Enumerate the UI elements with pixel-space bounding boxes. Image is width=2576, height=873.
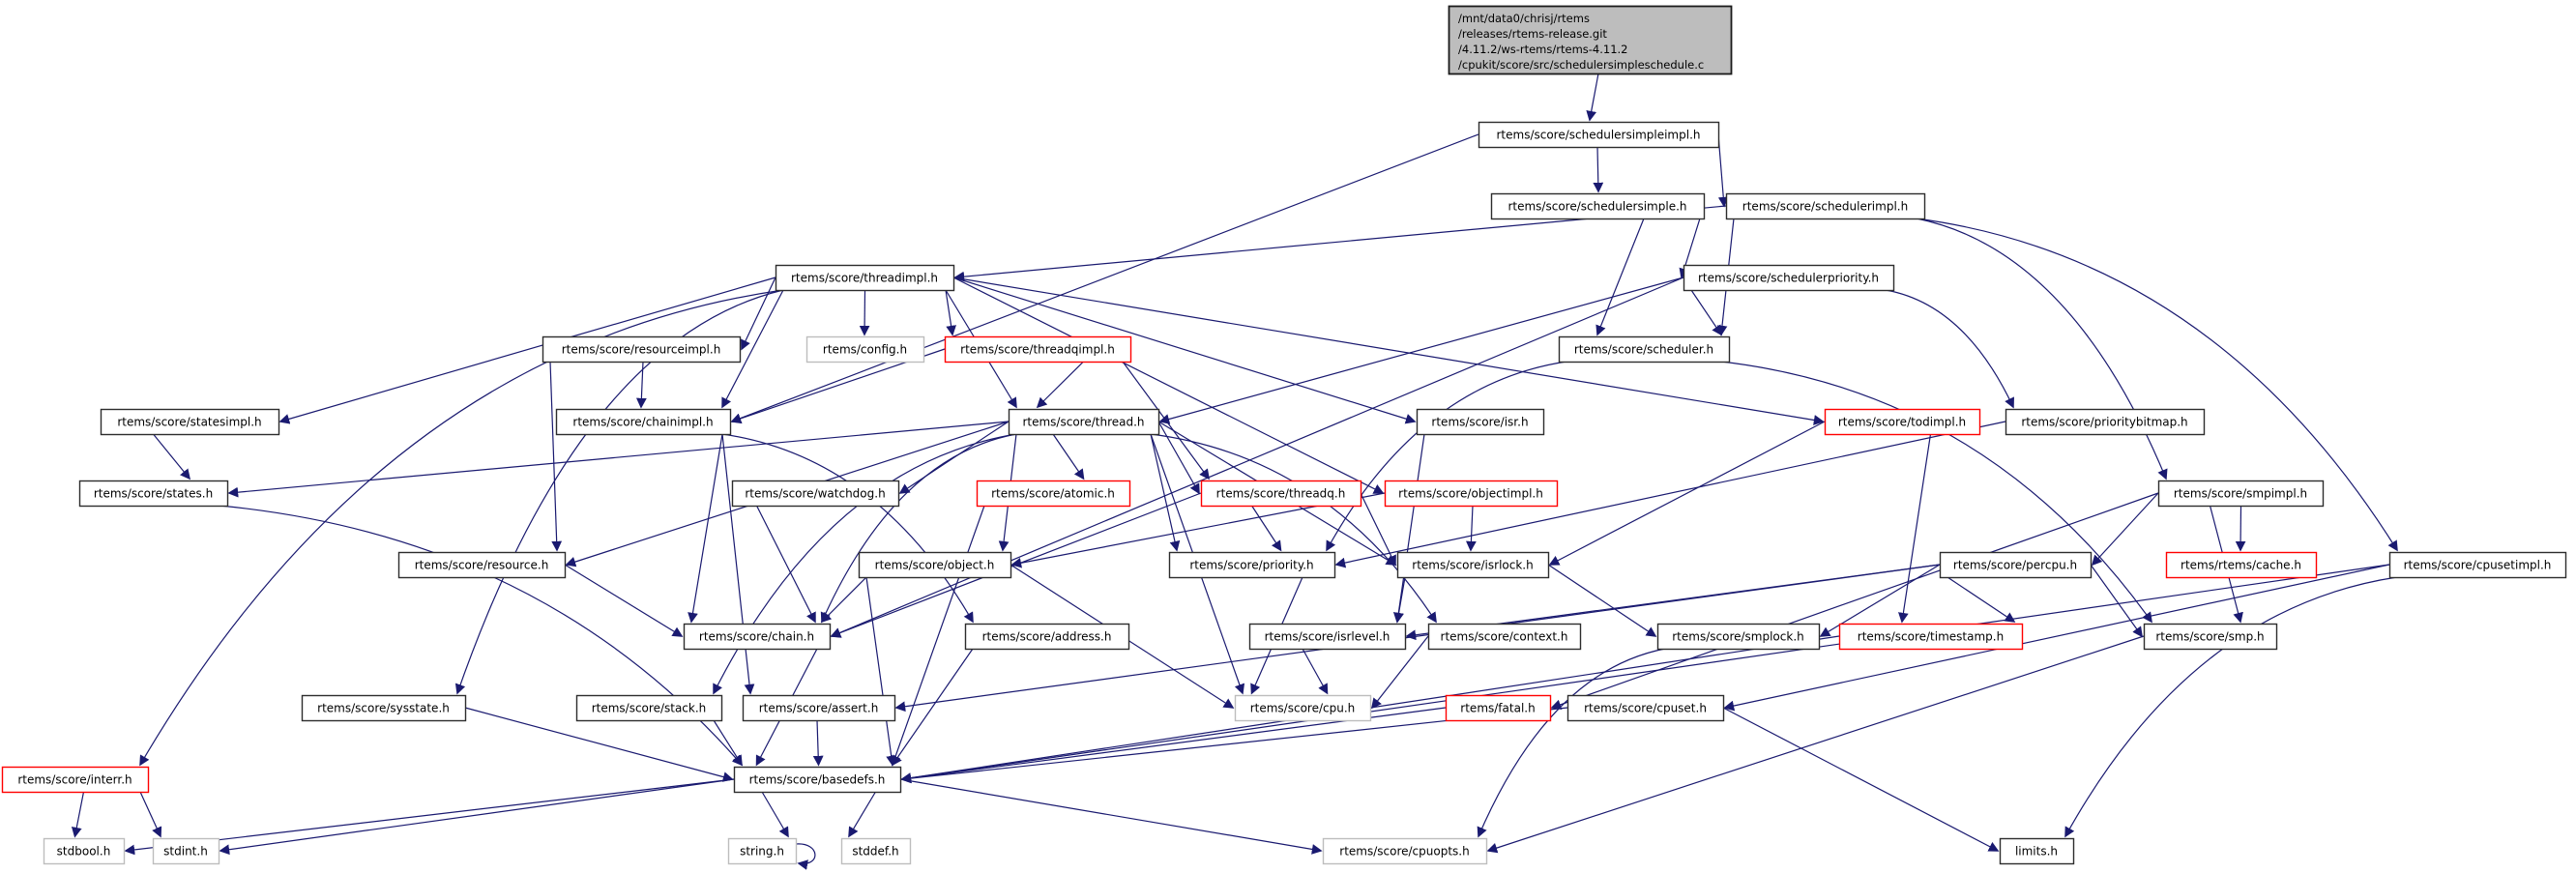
edge-chainimpl-chain (691, 434, 722, 622)
node-scheduler[interactable] (1560, 337, 1730, 363)
node-label: rtems/score/prioritybitmap.h (2021, 415, 2188, 429)
node-label: rtems/score/todimpl.h (1837, 415, 1967, 429)
node-isrlock[interactable] (1398, 553, 1549, 578)
edge-assert-basedefs (817, 720, 819, 765)
node-label: rtems/score/statesimpl.h (117, 415, 262, 429)
edge-smpimpl-cache (2240, 506, 2241, 550)
edge-isrlock-isrlevel (1397, 577, 1405, 622)
edge-basedefs-stdint (220, 779, 734, 851)
node-label: rtems/score/schedulerpriority.h (1697, 271, 1880, 285)
node-label: rtems/score/isrlock.h (1412, 558, 1534, 572)
node-cpuopts (1324, 839, 1487, 864)
node-label: rtems/score/thread.h (1022, 415, 1145, 429)
node-label: rtems/score/threadqimpl.h (960, 342, 1115, 357)
node-label: rtems/score/isr.h (1431, 415, 1529, 429)
node-interr[interactable] (3, 768, 149, 793)
node-priority[interactable] (1170, 553, 1335, 578)
edge-interr-stdint (140, 792, 161, 836)
node-label: rtems/score/priority.h (1189, 558, 1314, 572)
node-label: rtems/score/threadq.h (1215, 486, 1346, 501)
node-config (807, 337, 924, 363)
edge-basedefs-string (762, 792, 788, 836)
edge-simpl-cpusetimpl (1917, 218, 2397, 550)
node-cpuset[interactable] (1568, 696, 1724, 721)
node-sysstate[interactable] (303, 696, 466, 721)
node-label: stdbool.h (56, 844, 111, 858)
node-label: rtems/rtems/cache.h (2181, 558, 2301, 572)
edge-stack-basedefs (714, 720, 742, 765)
node-context[interactable] (1429, 625, 1581, 650)
node-thread[interactable] (1010, 410, 1159, 435)
node-cache[interactable] (2167, 553, 2317, 578)
edge-basedefs-cpuopts (900, 779, 1321, 851)
node-chain[interactable] (685, 625, 831, 650)
node-objectimpl[interactable] (1386, 481, 1558, 507)
edge-scheduler-smp (1721, 362, 2152, 622)
node-label: rtems/score/context.h (1440, 629, 1568, 644)
node-label: rtems/score/schedulerimpl.h (1742, 199, 1909, 214)
node-simpl[interactable] (1727, 194, 1925, 219)
edge-thread-atomic (1053, 434, 1084, 479)
edge-threadq-priority (1252, 506, 1281, 550)
edge-thread-chain (822, 434, 1016, 622)
node-isr[interactable] (1418, 410, 1544, 435)
node-states[interactable] (80, 481, 228, 507)
node-label: rtems/score/states.h (93, 486, 214, 501)
node-label: rtems/score/smpimpl.h (2173, 486, 2308, 501)
node-label: rtems/score/cpu.h (1249, 701, 1356, 715)
edge-spriority-scheduler (1691, 290, 1721, 335)
edge-chainimpl-address (722, 434, 973, 622)
edge-ssimple-scheduler (1597, 218, 1644, 335)
node-label: rtems/score/schedulersimpleimpl.h (1496, 128, 1701, 142)
source-file-label: /mnt/data0/chrisj/rtems (1458, 12, 1590, 25)
node-string (729, 839, 797, 864)
node-threadq[interactable] (1202, 481, 1361, 507)
edge-src-ssimpleimpl (1590, 73, 1598, 120)
edge-interr-stdbool (75, 792, 84, 836)
node-label: rtems/score/basedefs.h (748, 772, 886, 787)
node-label: rtems/score/atomic.h (991, 486, 1115, 501)
edge-layer (75, 73, 2398, 863)
node-label: rtems/score/sysstate.h (317, 701, 450, 715)
node-assert[interactable] (744, 696, 895, 721)
node-prioritybitmap[interactable] (2006, 410, 2205, 435)
edge-states-basedefs (220, 506, 742, 765)
node-label: rtems/score/isrlevel.h (1264, 629, 1390, 644)
node-label: rtems/score/cpuopts.h (1339, 844, 1470, 858)
node-label: rtems/score/smp.h (2155, 629, 2265, 644)
edge-smpimpl-fatal (1552, 493, 2158, 708)
node-label: rtems/score/threadimpl.h (790, 271, 939, 285)
edge-todimpl-timestamp (1902, 434, 1931, 622)
node-label: rtems/score/cpusetimpl.h (2403, 558, 2552, 572)
edge-cpusetimpl-basedefs (902, 565, 2389, 779)
node-label: rtems/score/chainimpl.h (572, 415, 714, 429)
node-stdint (154, 839, 220, 864)
edge-isrlevel-cpu (1303, 649, 1328, 693)
node-watchdog[interactable] (733, 481, 899, 507)
node-label: stddef.h (852, 844, 899, 858)
edge-todimpl-isrlock (1550, 422, 1825, 565)
edge-thread-context (1151, 434, 1436, 622)
node-label: rtems/fatal.h (1460, 701, 1536, 715)
edge-threadimpl-config (864, 290, 865, 335)
node-timestamp[interactable] (1840, 625, 2023, 650)
edge-object-chain (822, 577, 866, 622)
node-label: rtems/score/stack.h (591, 701, 707, 715)
node-ssimpleimpl[interactable] (1479, 123, 1719, 148)
node-limits[interactable] (2001, 839, 2074, 864)
node-label: rtems/score/resourceimpl.h (561, 342, 721, 357)
node-todimpl[interactable] (1826, 410, 1980, 435)
edge-percpu-timestamp (1947, 577, 2014, 622)
node-label: rtems/score/schedulersimple.h (1508, 199, 1687, 214)
node-atomic[interactable] (978, 481, 1130, 507)
node-stdbool (44, 839, 125, 864)
node-label: string.h (740, 844, 784, 858)
edge-smpimpl-percpu (2093, 493, 2158, 565)
node-src (1449, 7, 1732, 74)
edge-spriority-prioritybitmap (1886, 290, 2013, 407)
edge-threadqimpl-thread (1038, 362, 1084, 407)
node-threadimpl[interactable] (776, 266, 954, 291)
node-label: rtems/score/scheduler.h (1573, 342, 1714, 357)
node-stddef (842, 839, 911, 864)
source-file-label: /releases/rtems-release.git (1458, 27, 1607, 41)
edge-resourceimpl-chainimpl (641, 362, 643, 407)
node-label: rtems/score/resource.h (414, 558, 549, 572)
node-cpu (1236, 696, 1371, 721)
edge-scheduler-priority (1327, 362, 1566, 550)
edge-threadimpl-objectimpl (953, 277, 1383, 493)
node-smp[interactable] (2145, 625, 2277, 650)
source-file-label: /4.11.2/ws-rtems/rtems-4.11.2 (1458, 43, 1628, 56)
node-resourceimpl[interactable] (543, 337, 741, 363)
node-label: rtems/score/interr.h (17, 772, 132, 787)
node-label: rtems/score/object.h (874, 558, 995, 572)
node-label: rtems/score/percpu.h (1952, 558, 2078, 572)
node-label: rtems/score/watchdog.h (745, 486, 886, 501)
node-cpusetimpl[interactable] (2390, 553, 2566, 578)
edge-watchdog-chain (757, 506, 816, 622)
source-file-label: /cpukit/score/src/schedulersimpleschedule.c (1458, 58, 1705, 72)
edge-ssimpleimpl-ssimple (1597, 147, 1598, 191)
node-label: rtems/score/objectimpl.h (1398, 486, 1543, 501)
node-resource[interactable] (399, 553, 566, 578)
node-fatal[interactable] (1447, 696, 1551, 721)
edge-spriority-chain (832, 277, 1683, 636)
node-label: rtems/score/assert.h (758, 701, 879, 715)
edge-resourceimpl-resource (550, 362, 557, 550)
node-label: rtems/config.h (822, 342, 908, 357)
node-isrlevel[interactable] (1250, 625, 1406, 650)
edge-objectimpl-isrlock (1471, 506, 1473, 550)
node-percpu[interactable] (1941, 553, 2092, 578)
edge-basedefs-stddef (849, 792, 876, 836)
node-address[interactable] (966, 625, 1129, 650)
node-label: rtems/score/cpuset.h (1584, 701, 1707, 715)
edge-isr-isrlevel (1397, 434, 1424, 622)
edge-chainimpl-assert (722, 434, 750, 693)
node-smpimpl[interactable] (2159, 481, 2324, 507)
edge-cpusetimpl-limits (2065, 577, 2397, 836)
node-label: rtems/score/smplock.h (1672, 629, 1804, 644)
node-stack[interactable] (577, 696, 722, 721)
node-basedefs[interactable] (735, 768, 901, 793)
edge-statesimpl-states (154, 434, 190, 479)
node-layer (3, 7, 2566, 864)
node-statesimpl[interactable] (102, 410, 279, 435)
edge-string-string (796, 844, 815, 864)
node-label: limits.h (2014, 844, 2059, 858)
edge-smp-cpuopts (1488, 636, 2144, 851)
node-smplock[interactable] (1658, 625, 1820, 650)
node-ssimple[interactable] (1492, 194, 1705, 219)
node-label: rtems/score/address.h (981, 629, 1112, 644)
edge-simpl-smpimpl (1917, 218, 2166, 479)
node-label: rtems/score/timestamp.h (1857, 629, 2005, 644)
node-label: rtems/score/chain.h (698, 629, 815, 644)
node-chainimpl[interactable] (557, 410, 731, 435)
edge-object-basedefs (866, 577, 893, 765)
node-object[interactable] (860, 553, 1011, 578)
node-label: stdint.h (163, 844, 208, 858)
edge-cpusetimpl-cpuset (1725, 565, 2389, 708)
node-spriority[interactable] (1684, 266, 1894, 291)
node-threadqimpl[interactable] (946, 337, 1131, 363)
